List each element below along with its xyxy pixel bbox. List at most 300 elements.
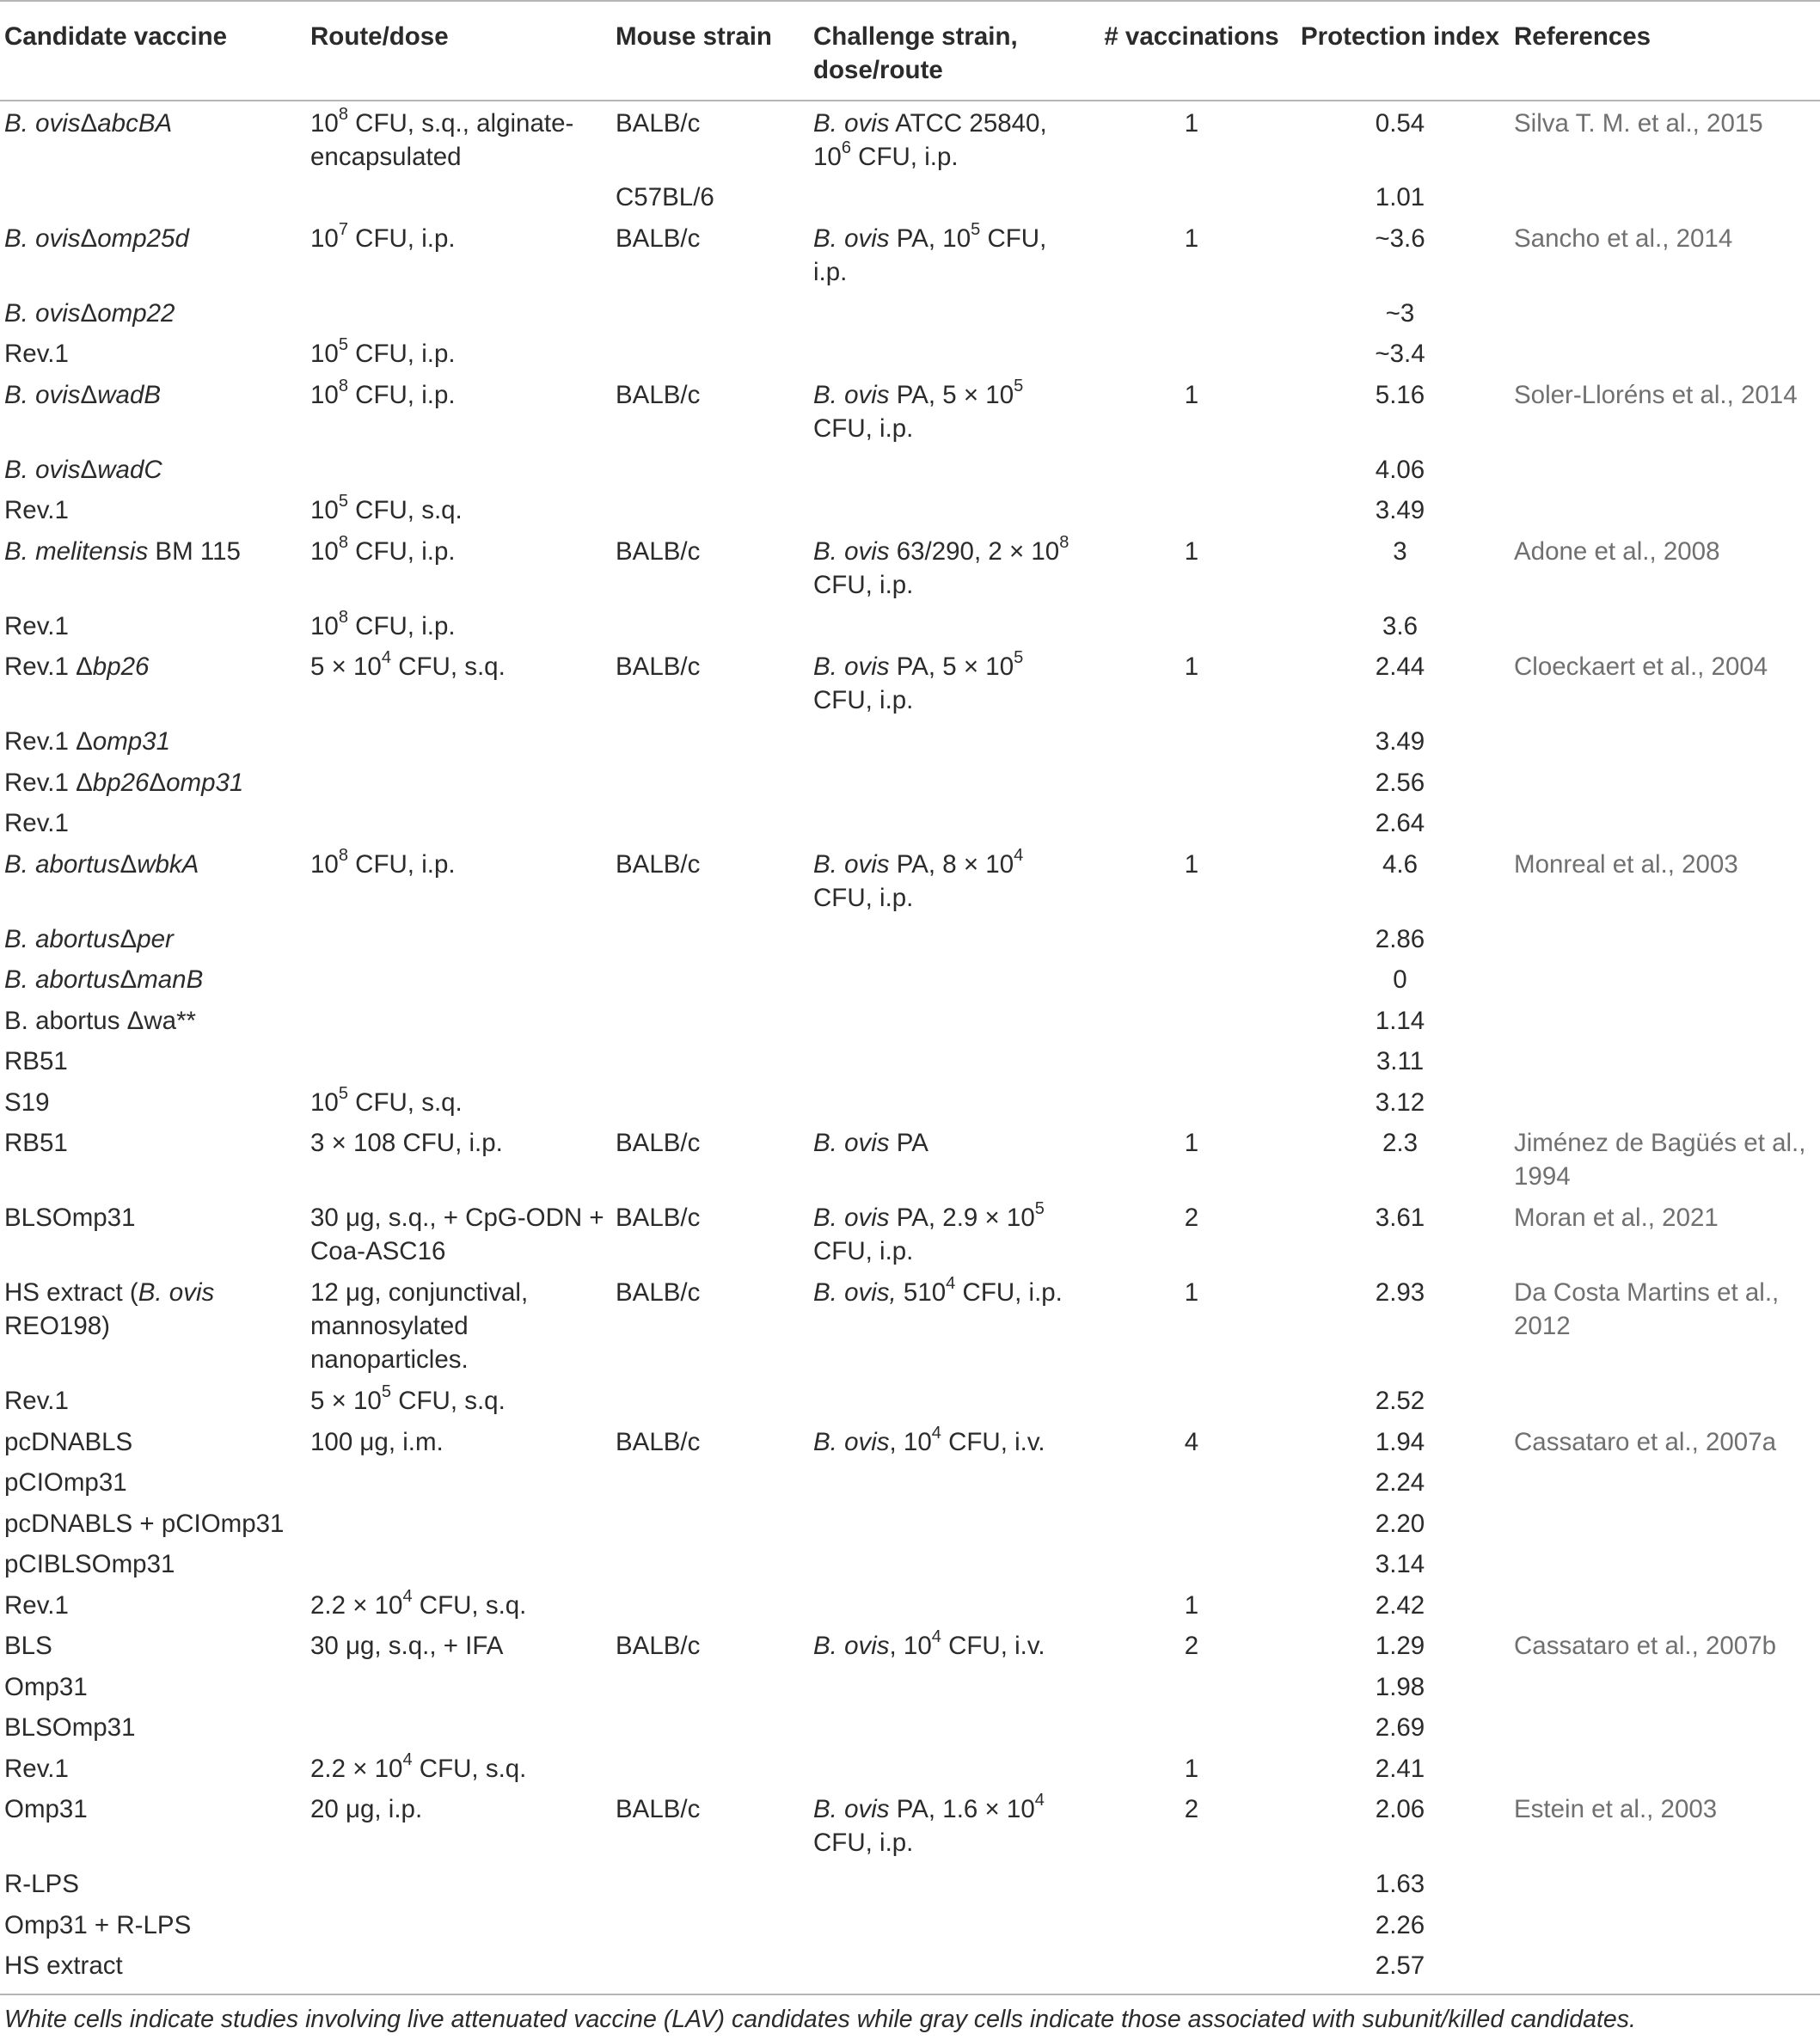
cell-candidate-vaccine: B. ovisΔomp25d: [4, 224, 189, 253]
cell-challenge-strain: [809, 488, 1093, 530]
table-row: [0, 1461, 1820, 1502]
cell-references: [1510, 332, 1820, 373]
cell-references: [1510, 958, 1820, 999]
cell-route-dose: $10^8$ CFU, i.p.: [310, 376, 456, 409]
cell-vaccinations: 1: [1184, 536, 1199, 566]
cell-vaccinations: [1093, 1706, 1290, 1747]
table-row: [0, 1903, 1820, 1945]
cell-vaccinations: [1093, 488, 1290, 530]
cell-references: [1510, 1379, 1820, 1420]
cell-mouse-strain: [611, 958, 809, 999]
cell-vaccinations: [1093, 999, 1290, 1040]
cell-route-dose: $5 \times 10^5$ CFU, s.q.: [310, 1381, 506, 1415]
cell-protection-index: 2.41: [1375, 1754, 1425, 1783]
table-row: [0, 958, 1820, 999]
cell-protection-index: 1.94: [1375, 1427, 1425, 1456]
table-row: [0, 1196, 1820, 1271]
cell-protection-index: ~3.6: [1375, 224, 1425, 253]
cell-challenge-strain: B. ovis ATCC 25840, $10^6$ CFU, i.p.: [813, 109, 1047, 171]
cell-candidate-vaccine: B. abortusΔmanB: [4, 965, 204, 994]
cell-protection-index: 1.14: [1375, 1006, 1425, 1035]
cell-candidate-vaccine: Omp31: [4, 1672, 88, 1701]
cell-challenge-strain: [809, 604, 1093, 646]
cell-vaccinations: [1093, 1862, 1290, 1903]
header-protection-index: Protection index: [1290, 1, 1510, 101]
cell-challenge-strain: B. ovis PA, $5 \times 10^5$ CFU, i.p.: [813, 376, 1024, 443]
cell-candidate-vaccine: B. melitensis BM 115: [4, 536, 241, 566]
cell-references: Silva T. M. et al., 2015: [1514, 109, 1763, 138]
cell-vaccinations: 1: [1184, 1278, 1199, 1307]
cell-mouse-strain: [611, 1502, 809, 1543]
cell-vaccinations: [1093, 1542, 1290, 1584]
cell-vaccinations: [1093, 1379, 1290, 1420]
cell-route-dose: [306, 1542, 611, 1584]
cell-protection-index: 4.06: [1375, 455, 1425, 484]
cell-mouse-strain: [611, 1747, 809, 1788]
cell-references: [1510, 604, 1820, 646]
table-footnote: White cells indicate studies involving live attenuated vaccine (LAV) candidates while gray cells indicate those associated with subunit/killed candidates.: [4, 2006, 1636, 2033]
cell-route-dose: $5 \times 10^4$ CFU, s.q.: [310, 647, 506, 681]
cell-mouse-strain: BALB/c: [616, 536, 701, 566]
cell-references: Cloeckaert et al., 2004: [1514, 652, 1768, 681]
cell-candidate-vaccine: B. abortusΔper: [4, 924, 174, 953]
cell-challenge-strain: B. ovis 63/290, $2 \times 10^8$ CFU, i.p.: [813, 532, 1069, 599]
cell-mouse-strain: [611, 1542, 809, 1584]
cell-mouse-strain: [611, 801, 809, 842]
cell-candidate-vaccine: Rev.1: [4, 340, 69, 368]
cell-route-dose: [306, 917, 611, 959]
cell-challenge-strain: [809, 1944, 1093, 1994]
cell-route-dose: $2.2 \times 10^4$ CFU, s.q.: [310, 1586, 527, 1620]
cell-protection-index: 2.52: [1375, 1387, 1425, 1415]
table-row: [0, 1039, 1820, 1081]
table-row: [0, 1862, 1820, 1903]
cell-candidate-vaccine: B. ovisΔwadC: [4, 455, 162, 484]
cell-route-dose: [306, 720, 611, 761]
cell-challenge-strain: [809, 332, 1093, 373]
cell-references: [1510, 801, 1820, 842]
cell-references: [1510, 1081, 1820, 1122]
cell-references: [1510, 175, 1820, 217]
cell-challenge-strain: [809, 761, 1093, 802]
cell-mouse-strain: C57BL/6: [616, 183, 714, 211]
cell-protection-index: 2.64: [1375, 809, 1425, 837]
cell-references: [1510, 1542, 1820, 1584]
cell-protection-index: 3: [1393, 536, 1407, 566]
cell-mouse-strain: BALB/c: [616, 1204, 701, 1232]
table-row: [0, 488, 1820, 530]
cell-protection-index: 2.42: [1375, 1590, 1425, 1620]
cell-references: [1510, 1944, 1820, 1994]
cell-protection-index: 3.11: [1376, 1047, 1425, 1075]
cell-candidate-vaccine: Rev.1 Δbp26: [4, 652, 150, 681]
table-row: [0, 842, 1820, 917]
cell-mouse-strain: [611, 1706, 809, 1747]
cell-mouse-strain: BALB/c: [616, 1427, 701, 1456]
cell-mouse-strain: BALB/c: [616, 849, 701, 879]
header-vaccinations: # vaccinations: [1093, 1, 1290, 101]
table-row: [0, 1271, 1820, 1379]
cell-mouse-strain: [611, 1584, 809, 1625]
cell-protection-index: ~3: [1385, 298, 1415, 328]
cell-vaccinations: [1093, 720, 1290, 761]
table-body: [0, 101, 1820, 1994]
cell-route-dose: [306, 291, 611, 333]
cell-references: Adone et al., 2008: [1514, 536, 1720, 566]
cell-route-dose: $10^7$ CFU, i.p.: [310, 219, 456, 253]
cell-vaccinations: 2: [1184, 1632, 1199, 1660]
cell-references: [1510, 761, 1820, 802]
table-row: [0, 1542, 1820, 1584]
cell-challenge-strain: [809, 1461, 1093, 1502]
cell-mouse-strain: BALB/c: [616, 1129, 701, 1157]
table-row: [0, 175, 1820, 217]
cell-protection-index: 4.6: [1382, 849, 1418, 879]
cell-vaccinations: [1093, 761, 1290, 802]
cell-mouse-strain: [611, 1379, 809, 1420]
cell-mouse-strain: BALB/c: [616, 224, 701, 253]
cell-references: [1510, 1747, 1820, 1788]
cell-challenge-strain: B. ovis PA, $1.6 \times 10^4$ CFU, i.p.: [813, 1790, 1045, 1857]
cell-mouse-strain: [611, 488, 809, 530]
cell-challenge-strain: [809, 1584, 1093, 1625]
cell-candidate-vaccine: RB51: [4, 1047, 68, 1075]
header-row: [0, 1, 1820, 101]
cell-candidate-vaccine: Rev.1: [4, 1754, 69, 1783]
cell-mouse-strain: [611, 999, 809, 1040]
cell-protection-index: 2.24: [1375, 1468, 1425, 1497]
cell-challenge-strain: [809, 1039, 1093, 1081]
cell-protection-index: 0.54: [1375, 109, 1425, 138]
cell-vaccinations: [1093, 958, 1290, 999]
cell-references: [1510, 917, 1820, 959]
cell-references: Soler-Lloréns et al., 2014: [1514, 380, 1798, 409]
cell-route-dose: [306, 999, 611, 1040]
cell-candidate-vaccine: Omp31 + R-LPS: [4, 1910, 192, 1939]
cell-route-dose: [306, 958, 611, 999]
table-row: [0, 1081, 1820, 1122]
cell-protection-index: 3.12: [1375, 1087, 1425, 1117]
cell-challenge-strain: [809, 801, 1093, 842]
cell-protection-index: 2.44: [1375, 652, 1425, 681]
cell-mouse-strain: [611, 332, 809, 373]
cell-candidate-vaccine: pCIBLSOmp31: [4, 1550, 175, 1578]
cell-protection-index: 2.06: [1375, 1795, 1425, 1823]
cell-vaccinations: [1093, 1461, 1290, 1502]
cell-route-dose: [306, 448, 611, 489]
cell-route-dose: [306, 801, 611, 842]
table-row: [0, 999, 1820, 1040]
table-row: [0, 604, 1820, 646]
cell-route-dose: $10^5$ CFU, i.p.: [310, 334, 456, 368]
table-row: [0, 801, 1820, 842]
cell-challenge-strain: B. ovis, $10^4$ CFU, i.v.: [813, 1626, 1045, 1660]
cell-protection-index: 1.01: [1375, 183, 1425, 211]
cell-mouse-strain: BALB/c: [616, 1632, 701, 1660]
cell-protection-index: 0: [1393, 965, 1407, 994]
cell-candidate-vaccine: B. ovisΔwadB: [4, 380, 162, 409]
cell-vaccinations: [1093, 448, 1290, 489]
table-row: [0, 1379, 1820, 1420]
cell-protection-index: 2.26: [1375, 1910, 1425, 1939]
cell-candidate-vaccine: RB51: [4, 1129, 68, 1157]
cell-references: Monreal et al., 2003: [1514, 849, 1738, 879]
table-row: [0, 1420, 1820, 1461]
table-row: [0, 448, 1820, 489]
cell-candidate-vaccine: R-LPS: [4, 1870, 79, 1898]
table-row: [0, 217, 1820, 291]
cell-candidate-vaccine: HS extract (B. ovis REO198): [4, 1278, 215, 1340]
cell-mouse-strain: [611, 1665, 809, 1706]
cell-route-dose: [306, 1039, 611, 1081]
cell-protection-index: 2.57: [1290, 1944, 1510, 1994]
table-row: [0, 1747, 1820, 1788]
cell-candidate-vaccine: Rev.1: [4, 496, 69, 524]
cell-references: [1510, 488, 1820, 530]
cell-references: Da Costa Martins et al., 2012: [1514, 1278, 1780, 1340]
cell-challenge-strain: B. ovis PA, $8 \times 10^4$ CFU, i.p.: [813, 845, 1024, 912]
cell-candidate-vaccine: pcDNABLS + pCIOmp31: [4, 1509, 285, 1538]
cell-references: [1510, 720, 1820, 761]
cell-challenge-strain: [809, 1502, 1093, 1543]
cell-challenge-strain: [809, 1903, 1093, 1945]
cell-mouse-strain: [611, 1081, 809, 1122]
cell-challenge-strain: [809, 448, 1093, 489]
cell-vaccinations: [1093, 1944, 1290, 1994]
cell-candidate-vaccine: Rev.1: [4, 1387, 69, 1415]
table-row: [0, 530, 1820, 604]
cell-vaccinations: [1093, 291, 1290, 333]
table-header: [0, 1, 1820, 101]
cell-candidate-vaccine: B. abortus Δwa**: [4, 1006, 197, 1035]
table-row: [0, 761, 1820, 802]
cell-candidate-vaccine: Rev.1 Δbp26Δomp31: [4, 768, 244, 797]
cell-protection-index: 1.29: [1375, 1632, 1425, 1660]
cell-references: Estein et al., 2003: [1514, 1795, 1718, 1823]
cell-candidate-vaccine: HS extract: [0, 1944, 306, 1994]
cell-protection-index: 1.98: [1375, 1672, 1425, 1701]
table-row: [0, 291, 1820, 333]
cell-route-dose: [306, 1903, 611, 1945]
cell-vaccinations: 1: [1184, 849, 1199, 879]
cell-vaccinations: 2: [1184, 1795, 1199, 1823]
cell-vaccinations: [1093, 1081, 1290, 1122]
cell-challenge-strain: [809, 1862, 1093, 1903]
table-row: [0, 917, 1820, 959]
cell-vaccinations: [1093, 1039, 1290, 1081]
cell-protection-index: 3.14: [1375, 1550, 1425, 1578]
cell-vaccinations: [1093, 1665, 1290, 1706]
header-challenge-strain: Challenge strain, dose/route: [809, 1, 1093, 101]
cell-candidate-vaccine: Rev.1 Δomp31: [4, 727, 170, 756]
cell-vaccinations: 1: [1184, 652, 1199, 681]
cell-references: Cassataro et al., 2007b: [1514, 1632, 1777, 1660]
cell-challenge-strain: [809, 175, 1093, 217]
cell-candidate-vaccine: BLSOmp31: [4, 1713, 136, 1742]
cell-references: [1510, 291, 1820, 333]
cell-challenge-strain: B. ovis PA, $2.9 \times 10^5$ CFU, i.p.: [813, 1198, 1045, 1265]
header-mouse-strain: Mouse strain: [611, 1, 809, 101]
cell-challenge-strain: B. ovis PA, $10^5$ CFU, i.p.: [813, 219, 1047, 286]
cell-candidate-vaccine: pCIOmp31: [4, 1468, 127, 1497]
cell-challenge-strain: [809, 1665, 1093, 1706]
cell-vaccinations: [1093, 1903, 1290, 1945]
table-row: [0, 1584, 1820, 1625]
cell-route-dose: [306, 1502, 611, 1543]
cell-vaccinations: 4: [1184, 1427, 1199, 1456]
cell-challenge-strain: [809, 1379, 1093, 1420]
cell-route-dose: [306, 1706, 611, 1747]
cell-vaccinations: [1093, 1502, 1290, 1543]
cell-vaccinations: 1: [1184, 1129, 1199, 1157]
cell-vaccinations: 1: [1184, 380, 1199, 409]
cell-protection-index: 5.16: [1375, 380, 1425, 409]
cell-route-dose: $10^5$ CFU, s.q.: [310, 491, 463, 524]
cell-references: [1510, 1502, 1820, 1543]
cell-protection-index: 2.69: [1375, 1713, 1425, 1742]
cell-references: [1510, 1461, 1820, 1502]
cell-challenge-strain: B. ovis PA, $5 \times 10^5$ CFU, i.p.: [813, 647, 1024, 714]
cell-mouse-strain: BALB/c: [616, 1795, 701, 1823]
table-row: [0, 1944, 1820, 1994]
cell-mouse-strain: BALB/c: [616, 380, 701, 409]
cell-route-dose: [306, 1461, 611, 1502]
cell-vaccinations: 1: [1184, 1754, 1199, 1783]
table-row: [0, 373, 1820, 448]
cell-route-dose: 100 μg, i.m.: [310, 1427, 444, 1456]
table-row: [0, 1624, 1820, 1665]
cell-candidate-vaccine: BLS: [4, 1632, 52, 1660]
cell-route-dose: 3 × 108 CFU, i.p.: [310, 1129, 503, 1157]
cell-references: [1510, 448, 1820, 489]
table-row: [0, 332, 1820, 373]
cell-protection-index: 1.63: [1375, 1870, 1425, 1898]
cell-references: [1510, 1903, 1820, 1945]
cell-references: Cassataro et al., 2007a: [1514, 1427, 1777, 1456]
cell-protection-index: 3.61: [1375, 1204, 1425, 1232]
cell-vaccinations: 2: [1184, 1204, 1199, 1232]
cell-mouse-strain: [611, 720, 809, 761]
table-row: [0, 720, 1820, 761]
cell-protection-index: 2.86: [1375, 924, 1425, 953]
cell-mouse-strain: [611, 604, 809, 646]
cell-candidate-vaccine: Rev.1: [4, 809, 69, 837]
cell-route-dose: 30 μg, s.q., + CpG-ODN + Coa-ASC16: [310, 1204, 604, 1265]
cell-challenge-strain: [809, 720, 1093, 761]
cell-references: [1510, 1584, 1820, 1625]
cell-route-dose: $10^5$ CFU, s.q.: [310, 1083, 463, 1117]
cell-mouse-strain: BALB/c: [616, 652, 701, 681]
cell-mouse-strain: [611, 1903, 809, 1945]
table-row: [0, 1665, 1820, 1706]
table-row: [0, 1121, 1820, 1196]
cell-challenge-strain: B. ovis, $10^4$ CFU, i.v.: [813, 1423, 1045, 1456]
cell-protection-index: 3.49: [1375, 727, 1425, 756]
cell-mouse-strain: [611, 761, 809, 802]
cell-route-dose: $10^8$ CFU, i.p.: [310, 532, 456, 566]
cell-protection-index: 3.6: [1382, 611, 1418, 640]
table-row: [0, 1502, 1820, 1543]
cell-route-dose: $10^8$ CFU, i.p.: [310, 845, 456, 879]
cell-route-dose: $10^8$ CFU, i.p.: [310, 607, 456, 640]
cell-mouse-strain: [611, 1461, 809, 1502]
cell-mouse-strain: [611, 1039, 809, 1081]
cell-challenge-strain: [809, 1081, 1093, 1122]
cell-mouse-strain: [611, 1944, 809, 1994]
cell-route-dose: 12 μg, conjunctival, mannosylated nanoparticles.: [310, 1278, 529, 1374]
cell-vaccinations: [1093, 175, 1290, 217]
cell-candidate-vaccine: Rev.1: [4, 611, 69, 640]
cell-references: [1510, 999, 1820, 1040]
cell-mouse-strain: [611, 1862, 809, 1903]
cell-protection-index: 3.49: [1375, 496, 1425, 524]
cell-route-dose: [306, 175, 611, 217]
cell-candidate-vaccine: Rev.1: [4, 1590, 69, 1620]
table-row: [0, 645, 1820, 720]
cell-challenge-strain: B. ovis PA: [813, 1129, 928, 1157]
cell-challenge-strain: [809, 1706, 1093, 1747]
cell-protection-index: 2.3: [1382, 1129, 1418, 1157]
cell-vaccinations: 1: [1184, 224, 1199, 253]
cell-mouse-strain: [611, 291, 809, 333]
cell-route-dose: 20 μg, i.p.: [310, 1795, 423, 1823]
cell-references: [1510, 1039, 1820, 1081]
cell-vaccinations: [1093, 917, 1290, 959]
cell-challenge-strain: [809, 958, 1093, 999]
cell-route-dose: [306, 1665, 611, 1706]
cell-references: [1510, 1862, 1820, 1903]
cell-protection-index: 2.56: [1375, 768, 1425, 797]
header-candidate-vaccine: Candidate vaccine: [0, 1, 306, 101]
cell-candidate-vaccine: Omp31: [4, 1795, 88, 1823]
cell-route-dose: $2.2 \times 10^4$ CFU, s.q.: [310, 1749, 527, 1783]
cell-references: Moran et al., 2021: [1514, 1204, 1719, 1232]
cell-vaccinations: [1093, 801, 1290, 842]
cell-protection-index: 2.93: [1375, 1278, 1425, 1307]
cell-vaccinations: 1: [1184, 109, 1199, 138]
cell-references: [1510, 1665, 1820, 1706]
cell-candidate-vaccine: B. ovisΔomp22: [4, 298, 175, 328]
header-references: References: [1510, 1, 1820, 101]
cell-candidate-vaccine: [0, 175, 306, 217]
cell-route-dose: [306, 1944, 611, 1994]
cell-mouse-strain: BALB/c: [616, 1278, 701, 1307]
table-row: [0, 101, 1820, 175]
cell-protection-index: 2.20: [1375, 1509, 1425, 1538]
cell-mouse-strain: BALB/c: [616, 109, 701, 138]
cell-route-dose: $10^8$ CFU, s.q., alginate-encapsulated: [310, 104, 574, 171]
cell-challenge-strain: [809, 1747, 1093, 1788]
cell-mouse-strain: [611, 917, 809, 959]
cell-candidate-vaccine: BLSOmp31: [4, 1204, 136, 1232]
cell-challenge-strain: B. ovis, $510^4$ CFU, i.p.: [813, 1273, 1063, 1307]
cell-route-dose: 30 μg, s.q., + IFA: [310, 1632, 504, 1660]
cell-references: [1510, 1706, 1820, 1747]
cell-vaccinations: [1093, 332, 1290, 373]
header-route-dose: Route/dose: [306, 1, 611, 101]
cell-candidate-vaccine: pcDNABLS: [4, 1427, 133, 1456]
cell-candidate-vaccine: B. ovisΔabcBA: [4, 109, 173, 138]
cell-challenge-strain: [809, 1542, 1093, 1584]
cell-route-dose: [306, 761, 611, 802]
cell-vaccinations: [1093, 604, 1290, 646]
cell-candidate-vaccine: B. abortusΔwbkA: [4, 849, 199, 879]
cell-protection-index: ~3.4: [1375, 340, 1425, 368]
cell-challenge-strain: [809, 917, 1093, 959]
cell-challenge-strain: [809, 291, 1093, 333]
cell-route-dose: [306, 1862, 611, 1903]
table-row: [0, 1706, 1820, 1747]
